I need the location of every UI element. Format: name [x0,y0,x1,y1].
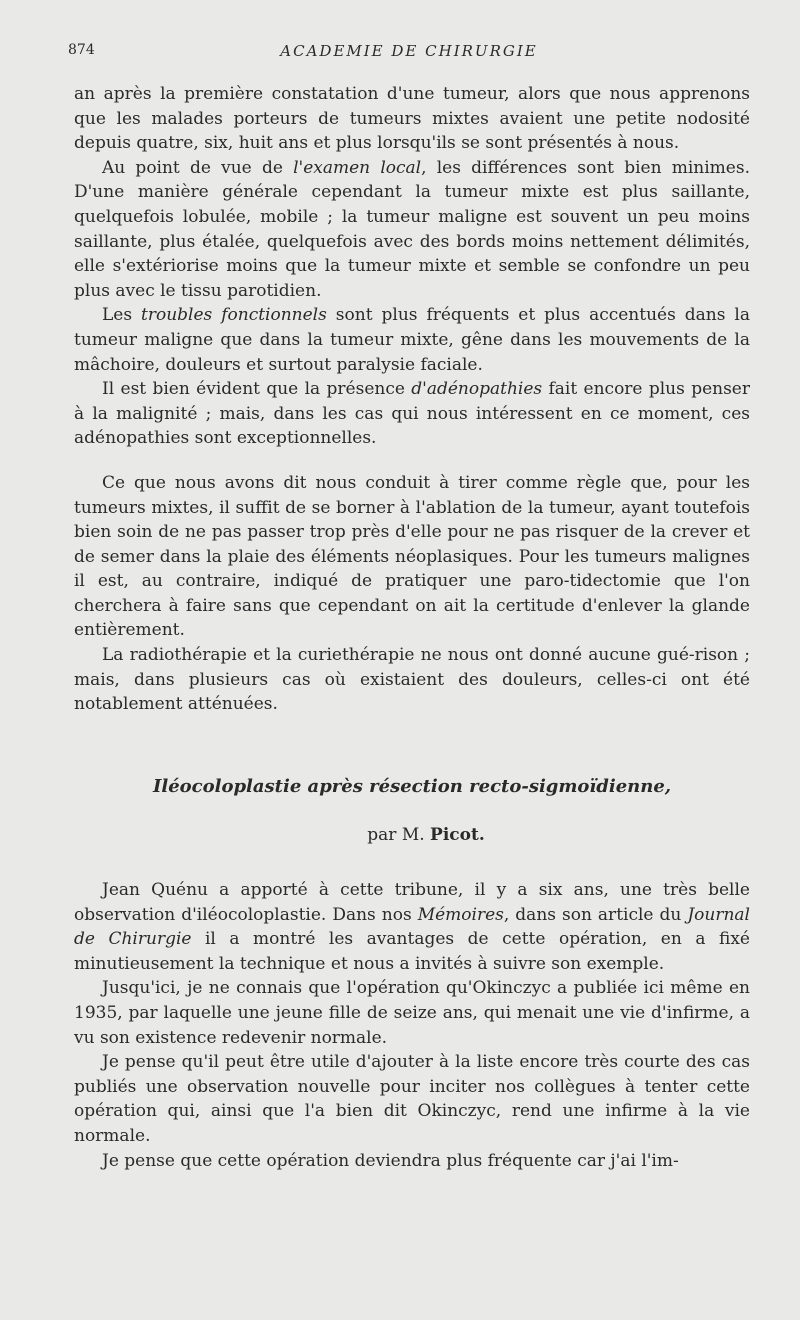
page-number: 874 [68,42,95,58]
text-run: , dans son article du [503,904,688,925]
emphasis: Journal de Chirurgie [74,904,750,950]
paragraph-frequente: Je pense que cette opération deviendra plus fréquente car j'ai l'im- [102,1150,679,1171]
article-title: Iléocoloplastie après résection recto-sigmoïdienne, [152,775,672,797]
running-title: ACADEMIE DE CHIRURGIE [280,42,538,60]
paragraph-okinczyc: Jusqu'ici, je ne connais que l'opération qu'Okinczyc a publiée ici même en 1935, par laquelle une jeune fille de seize ans, qui menait une vie d'infirme, a vu son existence redevenir normale. [74,978,750,1048]
text-run: sont plus fréquents et plus accentués dans la tumeur maligne que dans la tumeur mixte, gêne dans les mouvements de la mâchoire, douleurs et surtout paralysie faciale. [74,305,750,375]
author-name: Picot. [430,825,485,846]
text-run: Les [102,305,142,326]
section-gap [74,848,750,878]
author-line [74,823,750,848]
text-run: fait encore plus penser à la malignité ; mais, dans les cas qui nous intéressent en ce moment, ces adénopathies sont exceptionnelles. [74,379,750,449]
paragraph-troubles-fonctionnels [74,303,750,377]
emphasis: troubles fonctionnels [141,305,327,326]
text-run: Au point de vue de [102,157,294,178]
paragraph-continuation: an après la première constatation d'une tumeur, alors que nous apprenons que les malades porteurs de tumeurs mixtes avaient une petite nodosité depuis quatre, six, huit ans et plus lorsqu'ils se sont présentés à nous. [74,84,750,154]
text-run: Il est bien évident que la présence [102,379,412,400]
page-body [74,82,750,1173]
emphasis: l'examen local [293,157,422,178]
page-header [68,42,750,64]
emphasis: Mémoires [417,904,504,925]
text-run: , les différences sont bien minimes. D'une manière générale cependant la tumeur mixte est plus saillante, quelquefois lobulée, mobile ; la tumeur maligne est souvent un peu moins saillante, plus étalée, quelquefois avec des bords moins nettement délimités, elle s'extériorise moins que la tumeur mixte et semble se confondre un peu plus avec le tissu parotidien. [74,157,750,301]
text-run: Jean Quénu a apporté à cette tribune, il y a six ans, une très belle observation d'iléocoloplastie. Dans nos [74,880,750,925]
section-gap [74,451,750,471]
text-run: il a montré les avantages de cette opération, en a fixé minutieusement la technique et nous a invités à suivre son exemple. [74,929,750,974]
paragraph-examen-local [74,156,750,304]
section-gap [74,717,750,775]
paragraph-radiotherapie: La radiothérapie et la curiethérapie ne nous ont donné aucune gué-rison ; mais, dans plusieurs cas où existaient des douleurs, celles-ci ont été notablement atténuées. [74,645,750,715]
emphasis: d'adénopathies [411,379,543,400]
paragraph-conclusion: Ce que nous avons dit nous conduit à tirer comme règle que, pour les tumeurs mixtes, il suffit de se borner à l'ablation de la tumeur, ayant toutefois bien soin de ne pas passer trop près d'elle pour ne pas risquer de la crever et de semer dans la plaie des éléments néoplasiques. Pour les tumeurs malignes il est, au contraire, indiqué de pratiquer une paro-tidectomie que l'on cherchera à faire sans que cependant on ait la certitude d'enlever la glande entièrement. [74,472,750,641]
paragraph-observation: Je pense qu'il peut être utile d'ajouter à la liste encore très courte des cas publiés une observation nouvelle pour inciter nos collègues à tenter cette opération qui, ainsi que l'a bien dit Okinczyc, rend une infirme à la vie normale. [74,1052,750,1146]
title-gap [74,799,750,823]
author-prefix: par M. [367,825,431,846]
paragraph-adenopathies [74,377,750,451]
paragraph-quenu [74,878,750,976]
